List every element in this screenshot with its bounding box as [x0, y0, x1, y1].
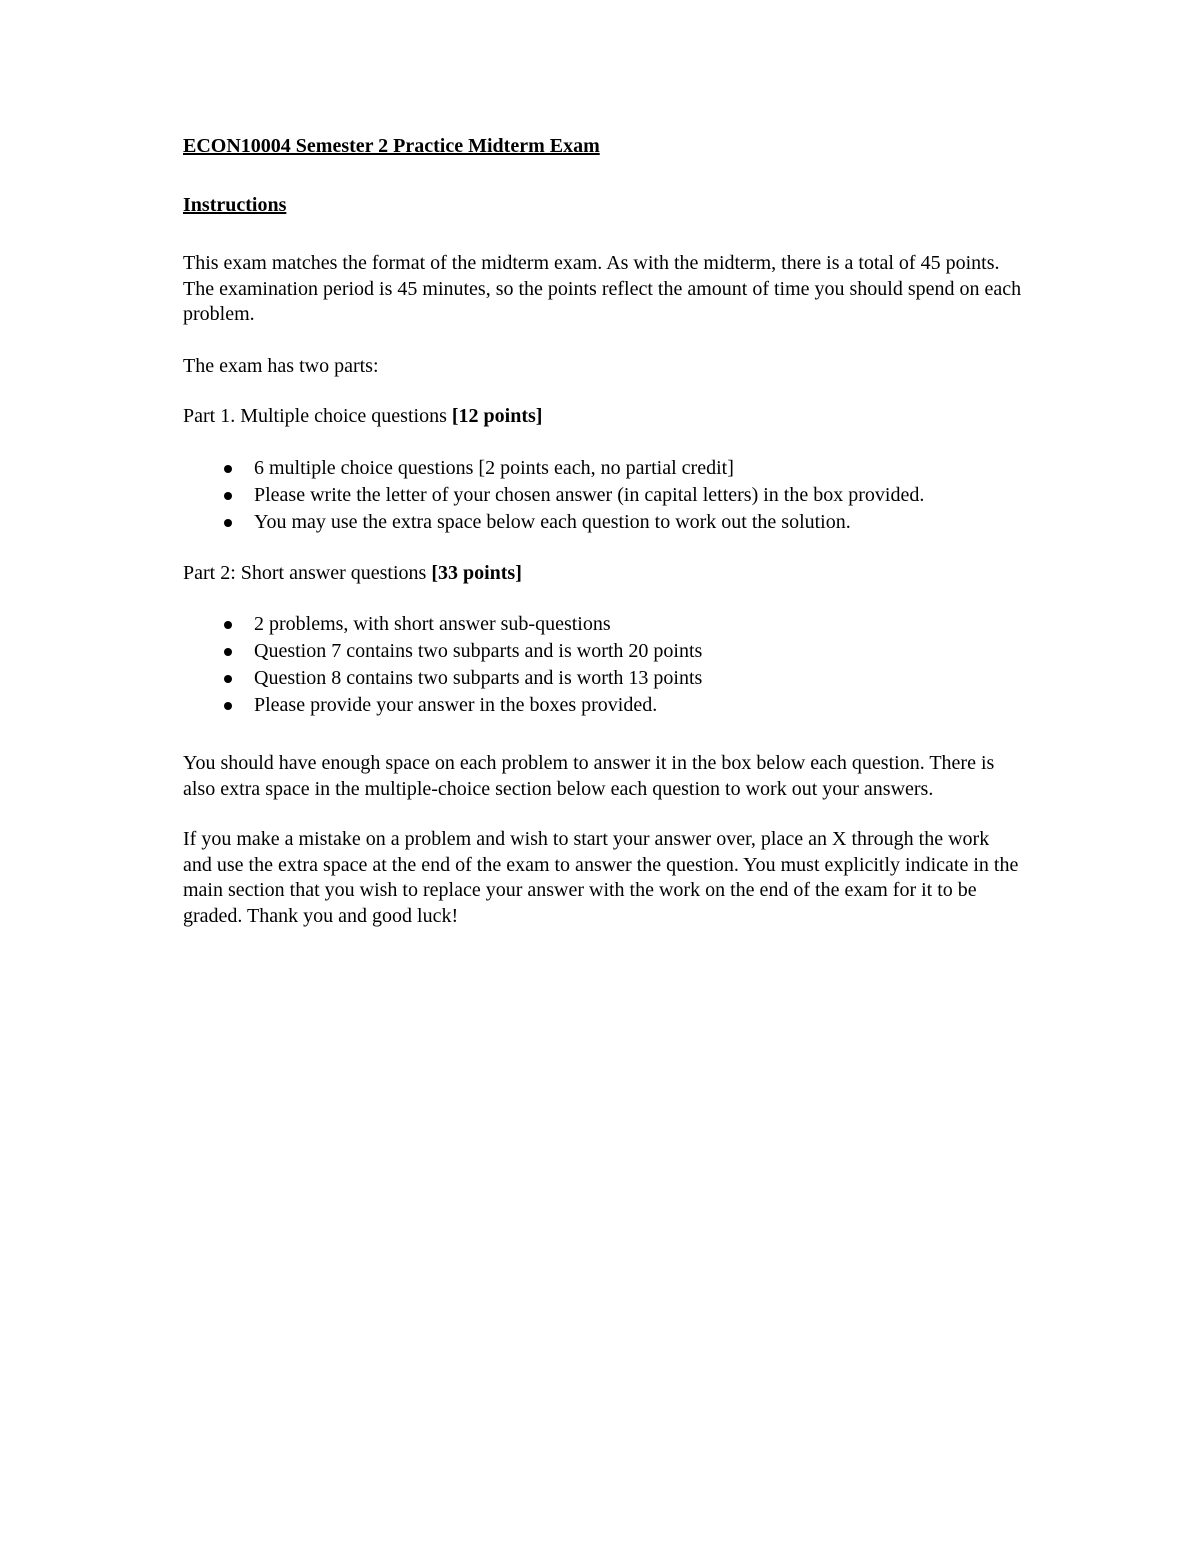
part2-label-text: Part 2: Short answer questions: [183, 561, 432, 584]
list-item-text: 2 problems, with short answer sub-questions: [254, 613, 611, 635]
instructions-heading: Instructions: [183, 193, 287, 216]
list-item-text: Please provide your answer in the boxes provided.: [254, 694, 658, 716]
part2-points: [33 points]: [431, 561, 522, 584]
list-item: [183, 692, 1023, 719]
space-note-paragraph: You should have enough space on each problem to answer it in the box below each question. There is also extra space in the multiple-choice section below each question to work out your answers.: [183, 752, 995, 800]
list-item: [183, 611, 1023, 638]
document-page: [183, 134, 1023, 929]
list-item-text: Please write the letter of your chosen answer (in capital letters) in the box provided.: [254, 483, 925, 506]
bullet-icon: [224, 675, 232, 683]
mistake-note-paragraph: If you make a mistake on a problem and wish to start your answer over, place an X through the work and use the extra space at the end of the exam to answer the question. You must explicitly indicate in the main section that you wish to replace your answer with the work on the end of the exam for it to be graded. Thank you and good luck!: [183, 828, 1019, 927]
part2-label: [183, 561, 1023, 587]
part1-label-text: Part 1. Multiple choice questions: [183, 405, 452, 427]
part1-bullet-list: [183, 455, 1023, 536]
list-item: [183, 638, 1023, 665]
bullet-icon: [224, 519, 232, 527]
bullet-icon: [224, 702, 232, 710]
parts-intro: The exam has two parts:: [183, 354, 379, 377]
part2-bullet-list: [183, 611, 1023, 719]
list-item-text: 6 multiple choice questions [2 points each, no partial credit]: [254, 456, 734, 479]
list-item-text: You may use the extra space below each question to work out the solution.: [254, 510, 851, 533]
bullet-icon: [224, 648, 232, 656]
bullet-icon: [224, 465, 232, 473]
bullet-icon: [224, 621, 232, 629]
part1-label: [183, 404, 1023, 430]
list-item: [183, 509, 1023, 536]
part1-points: [12 points]: [451, 405, 543, 427]
document-title: ECON10004 Semester 2 Practice Midterm Exam: [183, 135, 600, 157]
list-item: [183, 455, 1023, 482]
bullet-icon: [224, 492, 232, 500]
list-item: [183, 665, 1023, 692]
intro-paragraph: This exam matches the format of the midterm exam. As with the midterm, there is a total of 45 points. The examination period is 45 minutes, so the points reflect the amount of time you should spend on each problem.: [183, 252, 1022, 325]
list-item-text: Question 7 contains two subparts and is worth 20 points: [254, 640, 703, 662]
list-item-text: Question 8 contains two subparts and is worth 13 points: [254, 667, 703, 689]
list-item: [183, 482, 1023, 509]
